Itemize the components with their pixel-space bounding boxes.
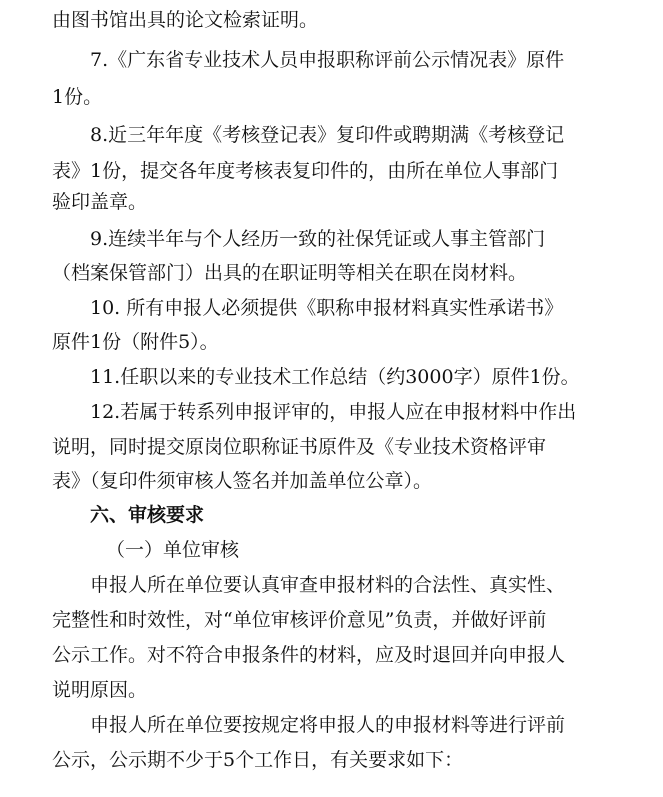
text-line-14: 表》（复印件须审核人签名并加盖单位公章）。 xyxy=(52,470,433,492)
text-line-3: 1份。 xyxy=(52,86,103,108)
text-line-8: （档案保管部门）出具的在职证明等相关在职在岗材料。 xyxy=(52,262,528,284)
text-line-9: 10. 所有申报人必须提供《职称申报材料真实性承诺书》 xyxy=(90,297,564,319)
text-line-4: 8.近三年年度《考核登记表》复印件或聘期满《考核登记 xyxy=(90,124,565,146)
text-line-12: 12.若属于转系列申报评审的，申报人应在申报材料中作出 xyxy=(90,401,577,423)
text-line-11: 11.任职以来的专业技术工作总结（约3000字）原件1份。 xyxy=(90,366,580,388)
text-line-1: 由图书馆出具的论文检索证明。 xyxy=(52,9,319,31)
text-line-22: 公示，公示期不少于5个工作日，有关要求如下： xyxy=(52,749,464,771)
text-line-18: 完整性和时效性，对“单位审核评价意见”负责，并做好评前 xyxy=(52,609,547,631)
text-line-13: 说明，同时提交原岗位职称证书原件及《专业技术资格评审 xyxy=(52,436,547,458)
text-line-20: 说明原因。 xyxy=(52,679,148,701)
text-line-17: 申报人所在单位要认真审查申报材料的合法性、真实性、 xyxy=(90,574,566,596)
text-line-10: 原件1份（附件5）。 xyxy=(52,331,219,353)
text-line-6: 验印盖章。 xyxy=(52,191,148,213)
text-line-2: 7.《广东省专业技术人员申报职称评前公示情况表》原件 xyxy=(90,49,565,71)
text-line-7: 9.连续半年与个人经历一致的社保凭证或人事主管部门 xyxy=(90,228,546,250)
subsection-heading: （一）单位审核 xyxy=(106,539,240,561)
section-heading: 六、审核要求 xyxy=(90,504,205,526)
text-line-5: 表》1份，提交各年度考核表复印件的，由所在单位人事部门 xyxy=(52,160,559,182)
text-line-21: 申报人所在单位要按规定将申报人的申报材料等进行评前 xyxy=(90,714,566,736)
text-line-19: 公示工作。对不符合申报条件的材料，应及时退回并向申报人 xyxy=(52,644,566,666)
